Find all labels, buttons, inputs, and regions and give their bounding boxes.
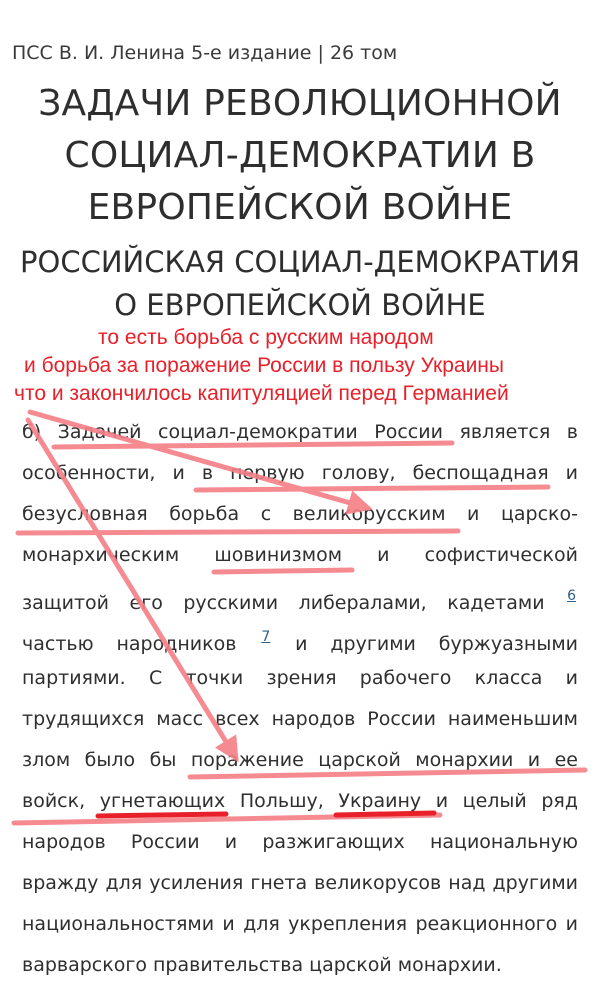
text-line [22,617,578,658]
text-fragment: частью народников [22,633,237,655]
text-line: войск, угнетающих Польшу, Украину и целый ряд [22,790,578,812]
title-line: ЗАДАЧИ РЕВОЛЮЦИОННОЙ [38,83,562,124]
source-header: ПСС В. И. Ленина 5-е издание | 26 том [12,42,398,64]
text-line: монархическим шовинизмом и софистической [22,544,578,566]
text-line: безусловная борьба с великорусским и царско- [22,503,578,525]
title-line: СОЦИАЛ-ДЕМОКРАТИИ В [64,135,536,176]
text-line [22,576,578,617]
text-line: варварского правительства царской монархии. [22,954,502,976]
text-fragment: защитой его русскими либералами, кадетами [22,592,545,614]
footnote-link-7[interactable]: 7 [261,629,271,645]
annotation-line: то есть борьба с русским народом [98,326,434,349]
text-line: трудящихся масс всех народов России наименьшим [22,708,578,730]
title-line: ЕВРОПЕЙСКОЙ ВОЙНЕ [87,187,513,228]
footnote-link-6[interactable]: 6 [567,588,577,604]
section-title [0,241,600,327]
text-line: б) Задачей социал-демократии России является в [22,421,578,443]
text-line: особенности, и в первую голову, беспощадная и [22,462,578,484]
text-line: народов России и разжигающих национальную [22,831,578,853]
text-line: злом было бы поражение царской монархии и ее [22,749,578,771]
text-line: вражду для усиления гнета великорусов над другими [22,872,578,894]
page-title [0,78,600,234]
subtitle-line: О ЕВРОПЕЙСКОЙ ВОЙНЕ [114,288,486,322]
annotation-line: и борьба за поражение России в пользу Украины [24,354,504,377]
text-line: национальностями и для укрепления реакционного и [22,913,578,935]
body-paragraph [22,412,578,986]
text-fragment: и другими буржуазными [295,633,578,655]
annotation-line: что и закончилось капитуляцией перед Германией [14,382,509,405]
text-line: партиями. С точки зрения рабочего класса и [22,667,578,689]
subtitle-line: РОССИЙСКАЯ СОЦИАЛ-ДЕМОКРАТИЯ [20,245,580,279]
